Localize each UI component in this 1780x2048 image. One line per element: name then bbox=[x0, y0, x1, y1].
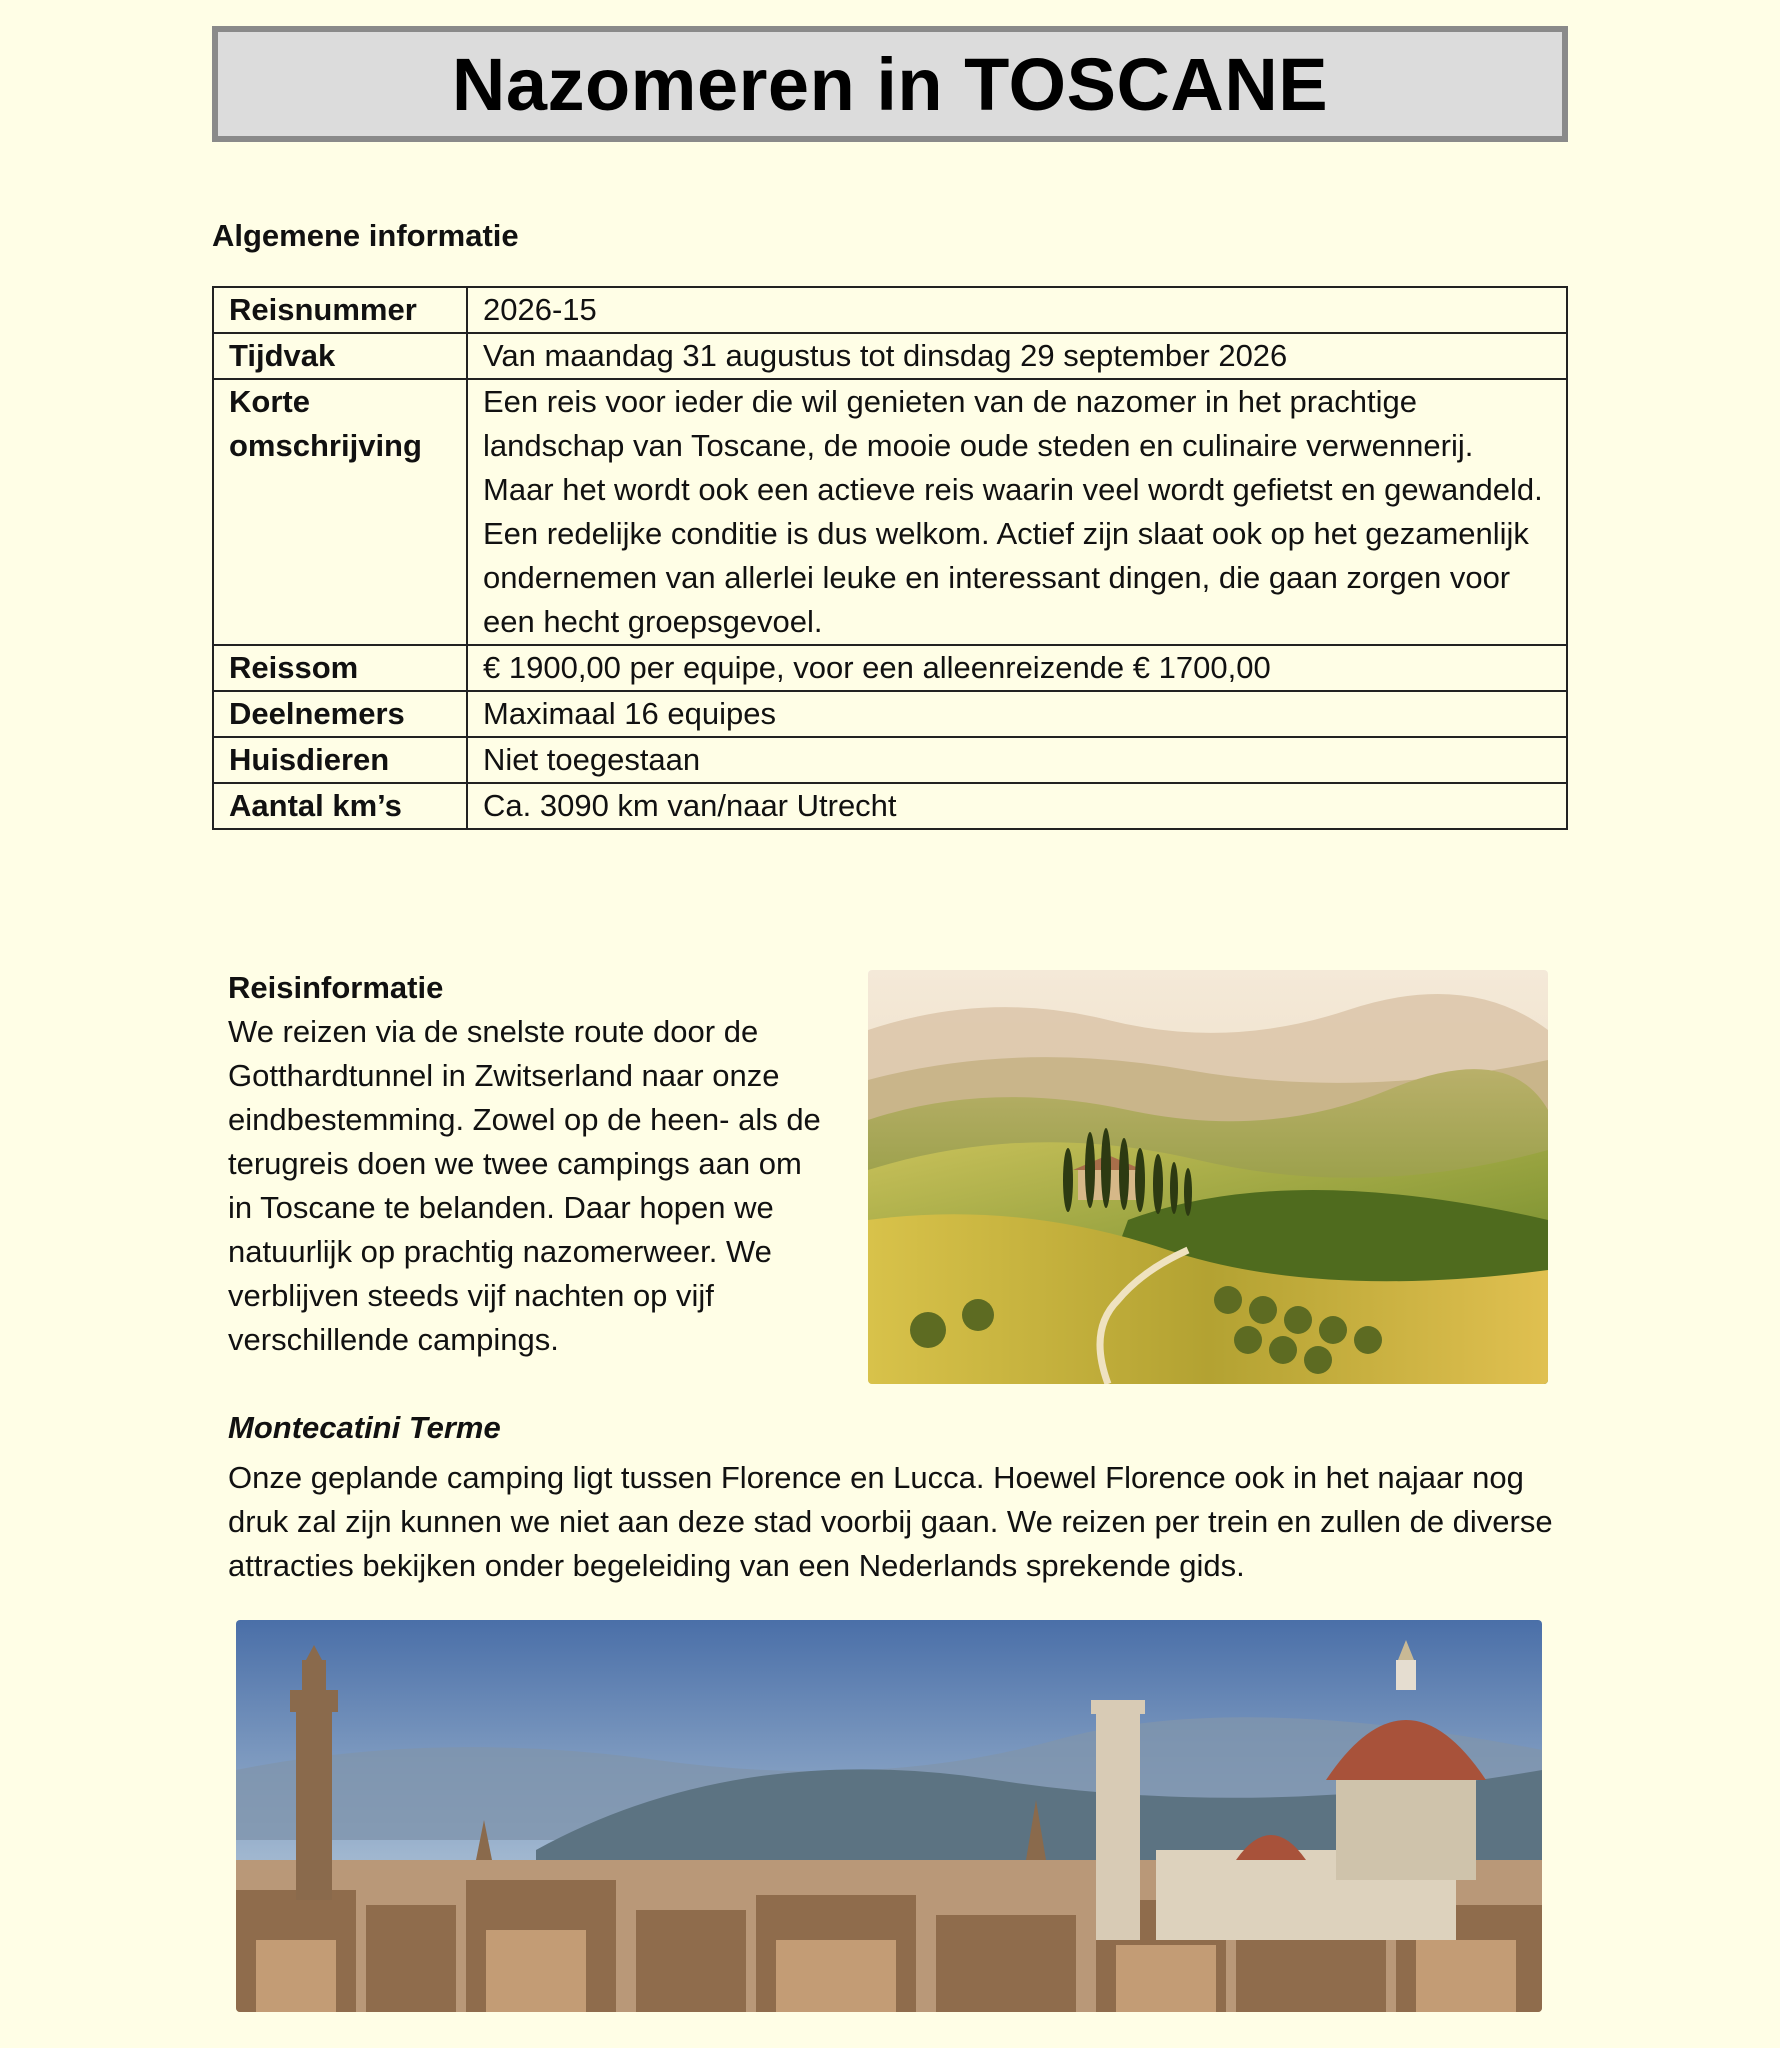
reisinfo-text: We reizen via de snelste route door de Gotthardtunnel in Zwitserland naar onze eindbestemming. Zowel op de heen- als de terugreis doen we twee campings aan om in Toscane te belanden. Daar hopen we natuurlijk op prachtig nazomerweer. We verblijven steeds vijf nachten op vijf verschillende campings. bbox=[228, 1014, 821, 1357]
reisinfo-heading: Reisinformatie bbox=[228, 970, 444, 1005]
row-key: Reissom bbox=[213, 645, 467, 691]
table-row bbox=[213, 333, 1567, 379]
table-row bbox=[213, 737, 1567, 783]
row-key: Reisnummer bbox=[213, 287, 467, 333]
row-value: € 1900,00 per equipe, voor een alleenreizende € 1700,00 bbox=[467, 645, 1567, 691]
reisinfo-block bbox=[228, 966, 828, 1362]
florence-skyline-image bbox=[236, 1620, 1542, 2012]
row-key: Huisdieren bbox=[213, 737, 467, 783]
title-box bbox=[212, 26, 1568, 142]
page-title: Nazomeren in TOSCANE bbox=[451, 42, 1329, 126]
row-key: Tijdvak bbox=[213, 333, 467, 379]
row-key: Aantal km’s bbox=[213, 783, 467, 829]
table-row bbox=[213, 691, 1567, 737]
info-table bbox=[212, 286, 1568, 830]
row-value: Een reis voor ieder die wil genieten van de nazomer in het prachtige landschap van Toscane, de mooie oude steden en culinaire verwennerij. Maar het wordt ook een actieve reis waarin veel wordt gefietst en gewandeld. Een redelijke conditie is dus welkom. Actief zijn slaat ook op het gezamenlijk ondernemen van allerlei leuke en interessant dingen, die gaan zorgen voor een hecht groepsgevoel. bbox=[467, 379, 1567, 645]
table-row bbox=[213, 645, 1567, 691]
row-key: Korte omschrijving bbox=[213, 379, 467, 645]
row-value: Niet toegestaan bbox=[467, 737, 1567, 783]
table-row bbox=[213, 783, 1567, 829]
table-row bbox=[213, 379, 1567, 645]
row-value: Van maandag 31 augustus tot dinsdag 29 september 2026 bbox=[467, 333, 1567, 379]
row-value: Maximaal 16 equipes bbox=[467, 691, 1567, 737]
row-key: Deelnemers bbox=[213, 691, 467, 737]
section-heading-general: Algemene informatie bbox=[212, 218, 519, 253]
row-value: Ca. 3090 km van/naar Utrecht bbox=[467, 783, 1567, 829]
montecatini-heading: Montecatini Terme bbox=[228, 1410, 501, 1445]
row-value: 2026-15 bbox=[467, 287, 1567, 333]
table-row bbox=[213, 287, 1567, 333]
montecatini-text: Onze geplande camping ligt tussen Florence en Lucca. Hoewel Florence ook in het najaar nog druk zal zijn kunnen we niet aan deze stad voorbij gaan. We reizen per trein en zullen de diverse attracties bekijken onder begeleiding van een Nederlands sprekende gids. bbox=[228, 1460, 1553, 1583]
tuscany-landscape-image bbox=[868, 970, 1548, 1384]
